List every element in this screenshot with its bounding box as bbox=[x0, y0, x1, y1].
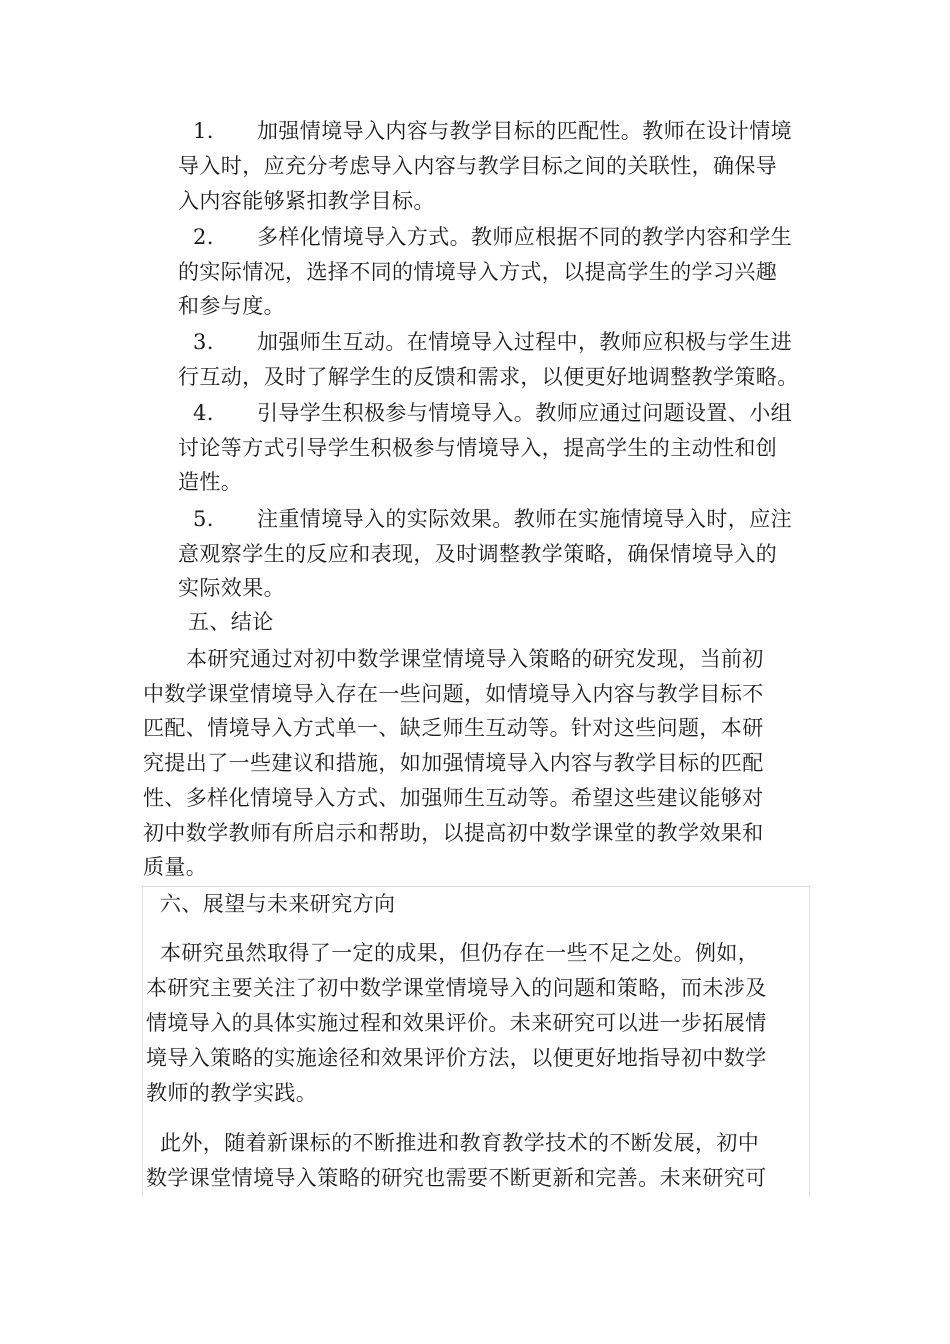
section-6-para-2-line-1: 此外，随着新课标的不断推进和教育教学技术的不断发展，初中 bbox=[160, 1131, 760, 1155]
section-5-line-7: 质量。 bbox=[143, 855, 208, 879]
section-6-para-1-line-2: 本研究主要关注了初中数学课堂情境导入的问题和策略，而未涉及 bbox=[146, 976, 767, 1000]
section-6-para-2-line-2: 数学课堂情境导入策略的研究也需要不断更新和完善。未来研究可 bbox=[146, 1166, 767, 1190]
list-item-5-number: 5. bbox=[193, 507, 214, 531]
section-5-line-1: 本研究通过对初中数学课堂情境导入策略的研究发现，当前初 bbox=[186, 647, 764, 671]
section-6-para-1-line-1: 本研究虽然取得了一定的成果，但仍存在一些不足之处。例如， bbox=[160, 941, 760, 965]
section-5-line-5: 性、多样化情境导入方式、加强师生互动等。希望这些建议能够对 bbox=[143, 786, 764, 810]
section-5-heading: 五、结论 bbox=[188, 610, 274, 634]
section-6-para-1-line-3: 情境导入的具体实施过程和效果评价。未来研究可以进一步拓展情 bbox=[146, 1011, 767, 1035]
list-item-4-line-1: 4. 引导学生积极参与情境导入。教师应通过问题设置、小组 bbox=[193, 398, 792, 428]
list-item-2-line-3: 和参与度。 bbox=[178, 294, 285, 318]
list-item-1-number: 1. bbox=[193, 119, 214, 143]
list-item-2-number: 2. bbox=[193, 225, 214, 249]
list-item-2-line-2: 的实际情况，选择不同的情境导入方式，以提高学生的学习兴趣 bbox=[178, 260, 778, 284]
list-item-3-line-2: 行互动，及时了解学生的反馈和需求，以便更好地调整教学策略。 bbox=[178, 365, 799, 389]
list-item-3-line-1: 3. 加强师生互动。在情境导入过程中，教师应积极与学生进 bbox=[193, 327, 792, 357]
list-item-5-line-1: 5. 注重情境导入的实际效果。教师在实施情境导入时，应注 bbox=[193, 504, 792, 534]
list-item-5-line-3: 实际效果。 bbox=[178, 576, 285, 600]
list-item-4-line-2: 讨论等方式引导学生积极参与情境导入，提高学生的主动性和创 bbox=[178, 436, 778, 460]
section-5-line-6: 初中数学教师有所启示和帮助，以提高初中数学课堂的教学效果和 bbox=[143, 821, 764, 845]
section-5-line-4: 究提出了一些建议和措施，如加强情境导入内容与教学目标的匹配 bbox=[143, 751, 764, 775]
list-item-1-line-3: 入内容能够紧扣教学目标。 bbox=[178, 189, 435, 213]
section-6-para-1-line-4: 境导入策略的实施途径和效果评价方法，以便更好地指导初中数学 bbox=[146, 1046, 767, 1070]
list-item-2-line-1: 2. 多样化情境导入方式。教师应根据不同的教学内容和学生 bbox=[193, 222, 792, 252]
list-item-1-line-2: 导入时，应充分考虑导入内容与教学目标之间的关联性，确保导 bbox=[178, 154, 778, 178]
section-5-line-3: 匹配、情境导入方式单一、缺乏师生互动等。针对这些问题，本研 bbox=[143, 716, 764, 740]
section-6-para-1-line-5: 教师的教学实践。 bbox=[146, 1081, 318, 1105]
section-5-line-2: 中数学课堂情境导入存在一些问题，如情境导入内容与教学目标不 bbox=[143, 682, 764, 706]
list-item-4-line-3: 造性。 bbox=[178, 470, 243, 494]
list-item-1-line-1: 1. 加强情境导入内容与教学目标的匹配性。教师在设计情境 bbox=[193, 116, 792, 146]
list-item-4-number: 4. bbox=[193, 401, 214, 425]
list-item-3-number: 3. bbox=[193, 330, 214, 354]
section-6-heading: 六、展望与未来研究方向 bbox=[160, 892, 396, 916]
list-item-5-line-2: 意观察学生的反应和表现，及时调整教学策略，确保情境导入的 bbox=[178, 542, 778, 566]
